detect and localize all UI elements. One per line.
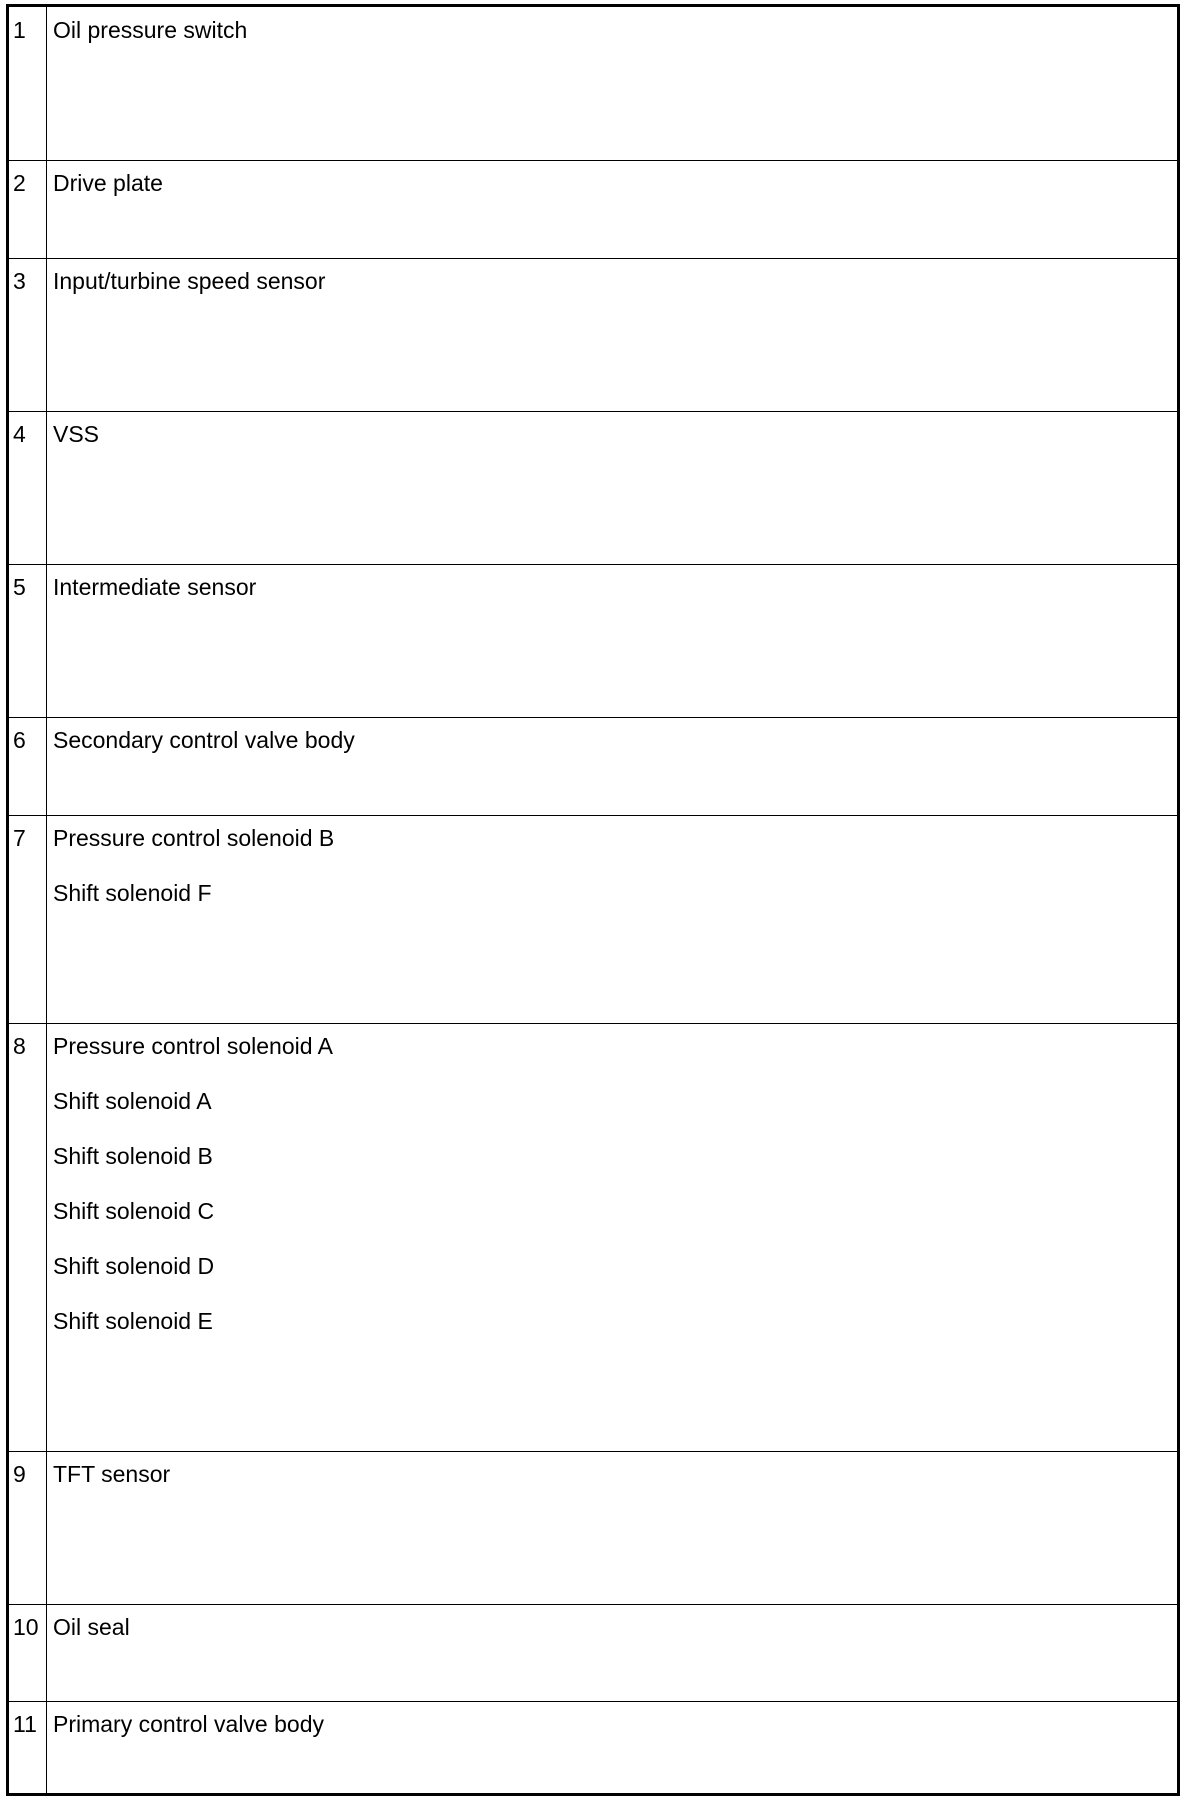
- table-row: [9, 1451, 1177, 1604]
- row-items: [53, 421, 1169, 476]
- row-number: 10: [13, 1614, 39, 1640]
- table-row: [9, 1023, 1177, 1451]
- component-label: Pressure control solenoid A: [53, 1033, 333, 1059]
- component-label: Pressure control solenoid B: [53, 825, 335, 851]
- row-number: 3: [13, 268, 26, 294]
- table-row: [9, 1604, 1177, 1701]
- row-number: 9: [13, 1461, 26, 1487]
- table-row: [9, 411, 1177, 564]
- row-number: 8: [13, 1033, 26, 1059]
- table-row: [9, 258, 1177, 411]
- component-label: Shift solenoid F: [53, 880, 212, 906]
- row-items: [53, 727, 1169, 782]
- row-number: 11: [13, 1711, 37, 1737]
- row-number: 1: [13, 17, 26, 43]
- table-row: [9, 717, 1177, 815]
- component-label: Primary control valve body: [53, 1711, 324, 1737]
- table-row: [9, 160, 1177, 258]
- table-row: [9, 7, 1177, 160]
- table-row: [9, 1701, 1177, 1793]
- component-label: Shift solenoid E: [53, 1308, 213, 1334]
- component-label: VSS: [53, 421, 100, 447]
- row-items: [53, 17, 1169, 72]
- component-label: Shift solenoid B: [53, 1143, 213, 1169]
- row-items: [53, 1033, 1169, 1363]
- component-legend-table: [6, 4, 1180, 1796]
- component-label: Secondary control valve body: [53, 727, 355, 753]
- component-label: Oil pressure switch: [53, 17, 248, 43]
- row-number: 2: [13, 170, 26, 196]
- component-label: Shift solenoid A: [53, 1088, 212, 1114]
- row-number: 6: [13, 727, 26, 753]
- row-items: [53, 1461, 1169, 1516]
- component-label: Drive plate: [53, 170, 163, 196]
- row-items: [53, 1711, 1169, 1766]
- component-label: TFT sensor: [53, 1461, 171, 1487]
- component-label: Intermediate sensor: [53, 574, 257, 600]
- component-label: Shift solenoid C: [53, 1198, 215, 1224]
- row-items: [53, 574, 1169, 629]
- row-items: [53, 825, 1169, 935]
- row-items: [53, 1614, 1169, 1669]
- table-row: [9, 815, 1177, 1023]
- row-items: [53, 268, 1169, 323]
- component-label: Shift solenoid D: [53, 1253, 215, 1279]
- row-number: 4: [13, 421, 26, 447]
- component-label: Oil seal: [53, 1614, 130, 1640]
- row-items: [53, 170, 1169, 225]
- row-number: 7: [13, 825, 26, 851]
- row-number: 5: [13, 574, 26, 600]
- table-row: [9, 564, 1177, 717]
- component-label: Input/turbine speed sensor: [53, 268, 326, 294]
